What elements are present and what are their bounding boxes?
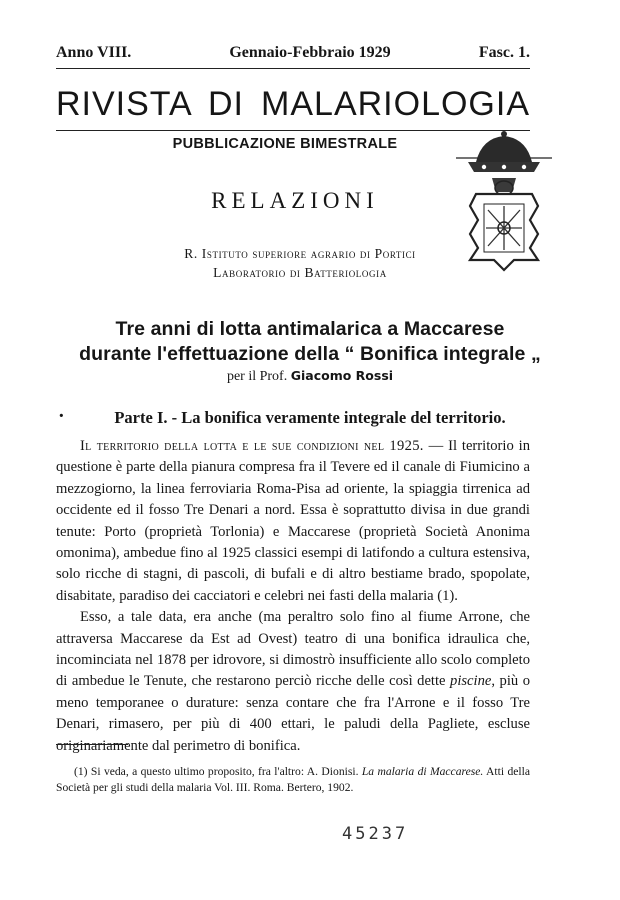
paragraph-1 (56, 436, 530, 607)
footnote-rule (56, 744, 128, 745)
institute-name: R. Istituto superiore agrario di Portici (184, 246, 416, 261)
article-body (56, 436, 530, 757)
laboratory-name: Laboratorio di Batteriologia (213, 265, 387, 280)
header-rule-top (56, 68, 530, 69)
footnote-italic: La malaria di Maccarese. (361, 765, 484, 778)
paragraph-2-italic: piscine (450, 673, 492, 690)
journal-title: RIVISTA DI MALARIOLOGIA (56, 85, 530, 123)
paragraph-1-text: — Il territorio in questione è parte della pianura compresa fra il Tevere ed il canale di Fiumicino a mezzogiorno, la linea ferroviaria Roma-Pisa ad oriente, la spiaggia tirrenica ad occidente ed il fosso Tre Denari a nord. Essa è soprattutto divisa in due grandi tenute: Porto (proprietà Torlonia) e Maccarese (proprietà Società Anonima omonima), ambedue fino al 1925 classici esempi di latifondo a cultura estensiva, solo ricche di stagni, di pascoli, di bufali e di altro bestiame brado, spopolate, disabitate, paradiso dei cacciatori e celebri nei fasti della malaria (1). (56, 438, 530, 604)
footnote-end: Atti della Società per gli studi della malaria Vol. III. Roma. Bertero, 1902. (56, 765, 530, 794)
byline (0, 368, 620, 385)
paragraph-2-end: , più o meno temporanee o durature: senza contare che fra l'Arrone e il fosso Tre Denari, rimasero, per più di 400 ettari, le paludi della Pagliete, escluse originariamente dal perimetro di bonifica. (56, 673, 531, 754)
section-title: RELAZIONI (211, 188, 379, 213)
issue-date: Gennaio-Febbraio 1929 (229, 44, 391, 61)
paragraph-2-start: Esso, a tale data, era anche (ma peraltro solo fino al fiume Arrone, che attraversa Maccarese da Est ad Ovest) teatro di una bonifica idraulica che, incominciata nel 1878 per idrovore, si dimostrò insufficiente allo scolo completo di ambedue le Tenute, che restarono perciò ricche delle così dette (56, 609, 530, 690)
paragraph-2 (56, 607, 530, 757)
author-name: Giacomo Rossi (290, 368, 394, 383)
paragraph-lead: Il territorio della lotta e le sue condizioni nel 1925. (80, 438, 424, 454)
fascicle-number: Fasc. 1. (478, 44, 530, 61)
issue-number: Anno VIII. (56, 44, 132, 61)
article-title-line-2: durante l'effettuazione della “ Bonifica integrale „ (79, 343, 541, 365)
journal-subtitle: PUBBLICAZIONE BIMESTRALE (172, 136, 398, 152)
inventory-stamp: 45237 (342, 824, 409, 844)
byline-prefix: per il Prof. (226, 369, 288, 384)
footnote-start: (1) Si veda, a questo ultimo proposito, fra l'altro: A. Dionisi. (74, 765, 362, 778)
article-title-line-1: Tre anni di lotta antimalarica a Maccarese (115, 318, 505, 340)
part-heading: · Parte I. - La bonifica veramente integrale del territorio. (60, 408, 560, 428)
footnote (56, 764, 530, 796)
